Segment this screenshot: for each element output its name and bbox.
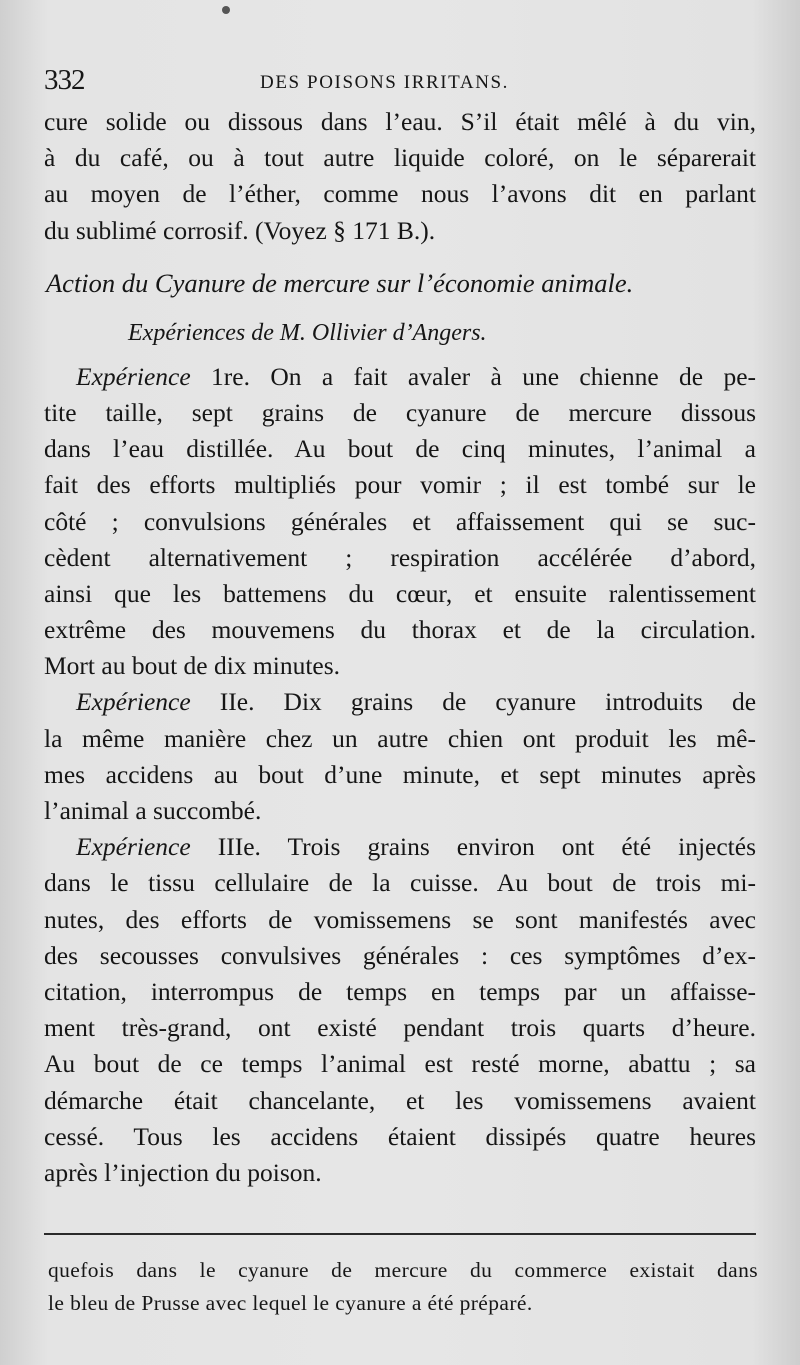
footnote [48,1254,758,1320]
experiment-1-paragraph [44,359,756,685]
text-line: Au bout de ce temps l’animal est resté morne, abattu ; sa [44,1049,756,1079]
text-line: côté ; convulsions générales et affaissement qui se suc- [44,506,756,536]
footnote-line: quefois dans le cyanure de mercure du commerce existait dans [48,1258,758,1282]
text-line: démarche était chancelante, et les vomissemens avaient [44,1085,756,1115]
experiment-label: Expérience [76,687,191,717]
experiment-text: On a fait avaler à une chienne de pe- [270,361,757,391]
intro-paragraph [44,104,756,249]
experiment-ordinal: IIIe. [217,832,261,862]
text-line: dans le tissu cellulaire de la cuisse. Au bout de trois mi- [44,868,756,898]
text-line: cessé. Tous les accidens étaient dissipés quatre heures [44,1121,756,1151]
text-line: nutes, des efforts de vomissemens se sont manifestés avec [44,904,756,934]
text-line: des secousses convulsives générales : ces symptômes d’ex- [44,940,756,970]
text-line [44,684,756,720]
text-line: tite taille, sept grains de cyanure de mercure dissous [44,397,756,427]
text-line [44,829,756,865]
experiment-ordinal: IIe. [219,687,255,717]
experiment-text: Dix grains de cyanure introduits de [283,687,757,717]
page-header [44,64,754,100]
text-line: au moyen de l’éther, comme nous l’avons dit en parlant [44,179,756,209]
text-line: la même manière chez un autre chien ont produit les mê- [44,723,756,753]
text-line: fait des efforts multipliés pour vomir ; il est tombé sur le [44,470,756,500]
text-line: à du café, ou à tout autre liquide coloré, on le séparerait [44,143,756,173]
text-line: après l’injection du poison. [44,1157,322,1187]
text-line: ment très-grand, ont existé pendant trois quarts d’heure. [44,1013,756,1043]
text-line [44,359,756,395]
experiment-text: Trois grains environ ont été injectés [287,832,756,862]
text-line: ainsi que les battemens du cœur, et ensuite ralentissement [44,578,756,608]
experiment-3-paragraph [44,829,756,1191]
section-title-text: Action du Cyanure de mercure sur l’économie animale. [46,267,634,298]
experiment-ordinal: 1re. [211,361,250,391]
page-number: 332 [44,64,85,96]
experiments-subtitle: Expériences de M. Ollivier d’Angers. [128,319,487,346]
running-head: DES POISONS IRRITANS. [260,72,510,93]
text-line: l’animal a succombé. [44,796,262,825]
footnote-rule [44,1233,756,1235]
section-title [44,261,756,305]
printer-mark [222,6,230,14]
text-line: extrême des mouvemens du thorax et de la circulation. [44,615,756,645]
main-text [44,104,756,1191]
text-line: cèdent alternativement ; respiration accélérée d’abord, [44,542,756,572]
experiment-label: Expérience [76,361,191,391]
text-line: citation, interrompus de temps en temps par un affaisse- [44,976,756,1006]
footnote-line: le bleu de Prusse avec lequel le cyanure a été préparé. [48,1291,533,1315]
text-line: dans l’eau distillée. Au bout de cinq minutes, l’animal a [44,434,756,464]
text-line: mes accidens au bout d’une minute, et sept minutes après [44,759,756,789]
text-line: Mort au bout de dix minutes. [44,651,341,681]
text-line: cure solide ou dissous dans l’eau. S’il était mêlé à du vin, [44,107,756,136]
text-line: du sublimé corrosif. (Voyez § 171 B.). [44,215,436,245]
experiment-label: Expérience [76,832,191,862]
experiment-2-paragraph [44,684,756,829]
